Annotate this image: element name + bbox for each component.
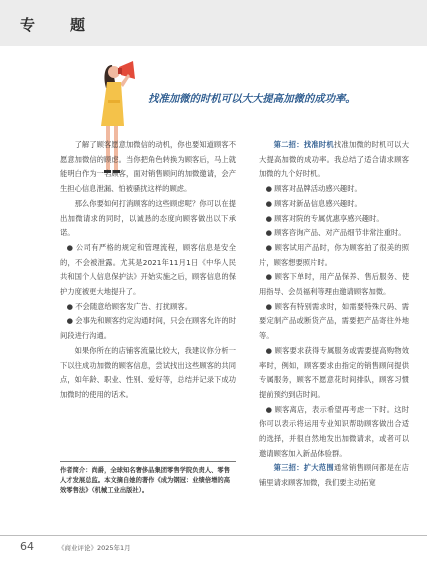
section-lead: 第二招：找准时机: [273, 140, 334, 149]
paragraph-text: ● 不会随意给顾客发广告、打扰顾客。: [66, 301, 192, 311]
footer-divider: [0, 535, 427, 536]
paragraph-text: ● 公司有严格的规定和管理流程，顾客信息是安全的，不会被泄露。尤其是2021年11月1日《中华人民共和国个人信息保护法》开始实施之后，顾客信息的保护力度被更大地提升了。: [60, 242, 236, 297]
headline: 找准加微的时机可以大大提高加微的成功率。: [148, 93, 356, 105]
paragraph-text: ● 顾客对品牌活动感兴趣时。: [265, 184, 362, 194]
paragraph-text: ● 顾客离店，表示希望再考虑一下时。这时你可以表示将运用专业知识帮助顾客做出合适的选择，并很自然地发出加微请求，或者可以邀请顾客加入新品体验群。: [259, 404, 409, 458]
right-column: [259, 138, 409, 491]
paragraph-text: ● 顾客对新品信息感兴趣时。: [265, 198, 362, 208]
paragraph-text: ● 顾客试用产品时，你为顾客拍了很美的照片，顾客想要照片时。: [259, 242, 409, 267]
dress: [101, 82, 124, 126]
author-note: 作者简介：尚爵，全球知名奢侈品集团零售学院负责人、零售人才发展总监。本文摘自她的著作《成为钢冠：业绩倍增的高效零售法》（机械工业出版社）。: [60, 467, 231, 495]
left-column: [60, 138, 236, 403]
paragraph: [259, 461, 409, 490]
paragraph: [60, 314, 236, 343]
paragraph-text: ● 会事先和顾客约定沟通时间，只会在顾客允许的时间段进行沟通。: [60, 316, 236, 341]
section-label: 专 题: [20, 16, 96, 34]
paragraph: [60, 241, 236, 300]
paragraph: [60, 197, 236, 241]
paragraph: [259, 241, 409, 270]
paragraph: [259, 197, 409, 212]
paragraph: [259, 300, 409, 344]
paragraph: [60, 138, 236, 197]
paragraph: [259, 344, 409, 403]
header-bar: [0, 0, 427, 46]
paragraph-text: 找准加微的时机可以大大提高加微的成功率。我总结了适合请求顾客加微的九个好时机。: [259, 140, 410, 179]
paragraph-text: ● 顾客下单时，用产品保养、售后服务、使用指导、会员福利等理由邀请顾客加微。: [259, 272, 409, 297]
paragraph: [259, 270, 409, 299]
journal-issue: 《商业评论》2025年1月: [58, 544, 131, 552]
author-note-divider: [60, 461, 236, 462]
paragraph-text: ● 顾客有特别需求时，如需要特殊尺码、需要定制产品或断货产品，需要把产品寄往外地等。: [259, 301, 409, 341]
paragraph-text: 了解了顾客愿意加微信的动机，你也要知道顾客不愿意加微信的顾虑。当你把角色转换为顾客后，马上就能明白作为一名顾客，面对销售顾问的加微邀请，会产生担心信息泄漏、怕被骚扰这样的顾虑。: [60, 140, 236, 194]
page-number: 64: [20, 540, 34, 553]
paragraph-text: ● 顾客要求获得专属服务或需要提高购物效率时，例如，顾客要求由指定的销售顾问提供专属服务，顾客不愿意花时间排队，顾客习惯提前预约到店时间。: [259, 345, 409, 399]
paragraph-text: 那么你要如何打消顾客的这些顾虑呢？你可以在提出加微请求的同时，以诚恳的态度向顾客做出以下承诺。: [60, 198, 236, 238]
paragraph-text: ● 顾客咨询产品、对产品细节非常注重时。: [265, 228, 406, 238]
paragraph: [259, 182, 409, 197]
paragraph: [60, 300, 236, 315]
paragraph: [259, 403, 409, 462]
paragraph: [259, 226, 409, 241]
paragraph: [259, 212, 409, 227]
paragraph: [60, 344, 236, 403]
paragraph-text: 如果你所在的店铺客流量比较大，我建议你分析一下以往成功加微的顾客信息，尝试找出这些顾客的共同点，如年龄、职业、性别、爱好等，总结并记录下成功加微时的使用的话术。: [60, 345, 236, 399]
section-lead: 第三招：扩大范围: [273, 463, 334, 473]
paragraph-text: ● 顾客对院的专属优惠享感兴趣时。: [265, 213, 384, 223]
paragraph: [259, 138, 409, 182]
paragraph-text: 通常销售顾问都是在店铺里请求顾客加微，我们要主动拓宽: [259, 463, 410, 488]
